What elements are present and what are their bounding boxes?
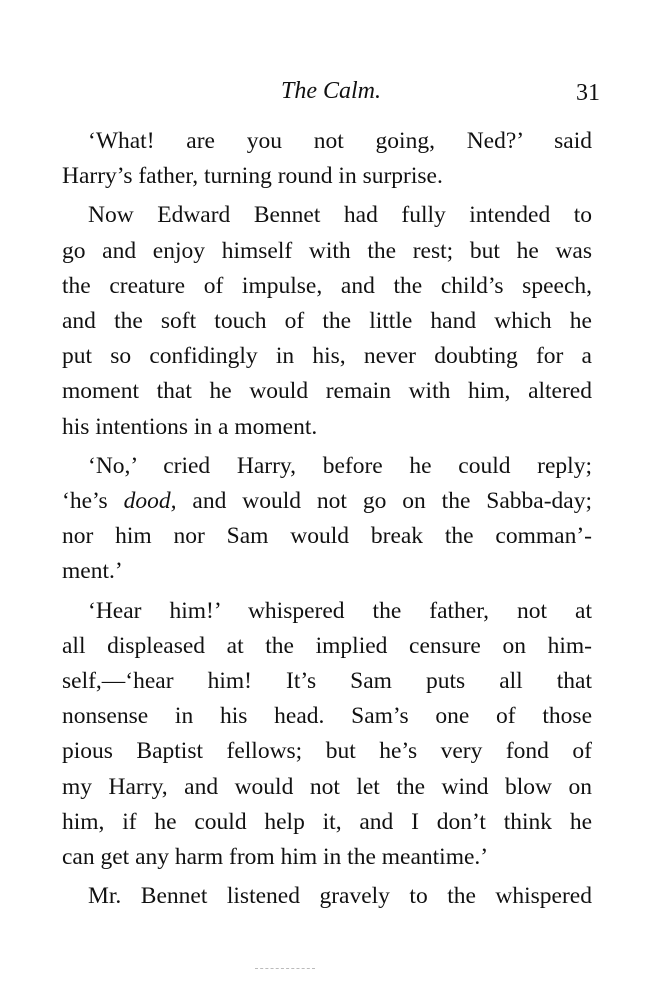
text-line: moment that he would remain with him, altered — [62, 378, 592, 405]
text-line: ‘No,’ cried Harry, before he could reply; — [88, 452, 592, 479]
text-line: ‘What! are you not going, Ned?’ said — [88, 128, 592, 154]
text-line-mixed — [62, 484, 592, 519]
text-line: Harry’s father, turning round in surprise. — [62, 163, 443, 190]
text-line: pious Baptist fellows; but he’s very fond of — [62, 738, 592, 765]
text-fragment: and would not go on the Sabba-day; — [192, 488, 592, 515]
page-header — [62, 76, 600, 110]
text-line: self,—‘hear him! It’s Sam puts all that — [62, 668, 592, 695]
paragraph-3 — [62, 449, 592, 590]
text-line: and the soft touch of the little hand which he — [62, 308, 592, 335]
text-line: the creature of impulse, and the child’s speech, — [62, 272, 592, 299]
running-title: The Calm. — [280, 78, 381, 104]
page-number: 31 — [576, 80, 600, 106]
text-line: put so confidingly in his, never doubting for a — [62, 343, 592, 370]
paragraph-4 — [62, 594, 592, 876]
text-line: all displeased at the implied censure on him- — [62, 632, 592, 659]
paragraph-5 — [62, 879, 592, 914]
text-line: go and enjoy himself with the rest; but he was — [62, 237, 592, 264]
paragraph-1 — [62, 124, 592, 194]
text-line: nor him nor Sam would break the comman’- — [62, 523, 592, 550]
text-line: Mr. Bennet listened gravely to the whispered — [88, 883, 592, 910]
footer-smudge — [255, 968, 315, 971]
text-line: my Harry, and would not let the wind blow on — [62, 773, 592, 800]
body-text — [62, 124, 592, 918]
text-line: can get any harm from him in the meantime.’ — [62, 844, 489, 871]
text-fragment: ‘he’s — [62, 488, 124, 515]
text-line: ment.’ — [62, 558, 123, 585]
text-line: Now Edward Bennet had fully intended to — [88, 202, 592, 229]
text-line: his intentions in a moment. — [62, 413, 318, 440]
text-line: ‘Hear him!’ whispered the father, not at — [88, 597, 592, 624]
text-line: nonsense in his head. Sam’s one of those — [62, 703, 592, 730]
italic-word: dood, — [123, 488, 177, 515]
paragraph-2 — [62, 198, 592, 444]
text-line: him, if he could help it, and I don’t think he — [62, 808, 592, 835]
